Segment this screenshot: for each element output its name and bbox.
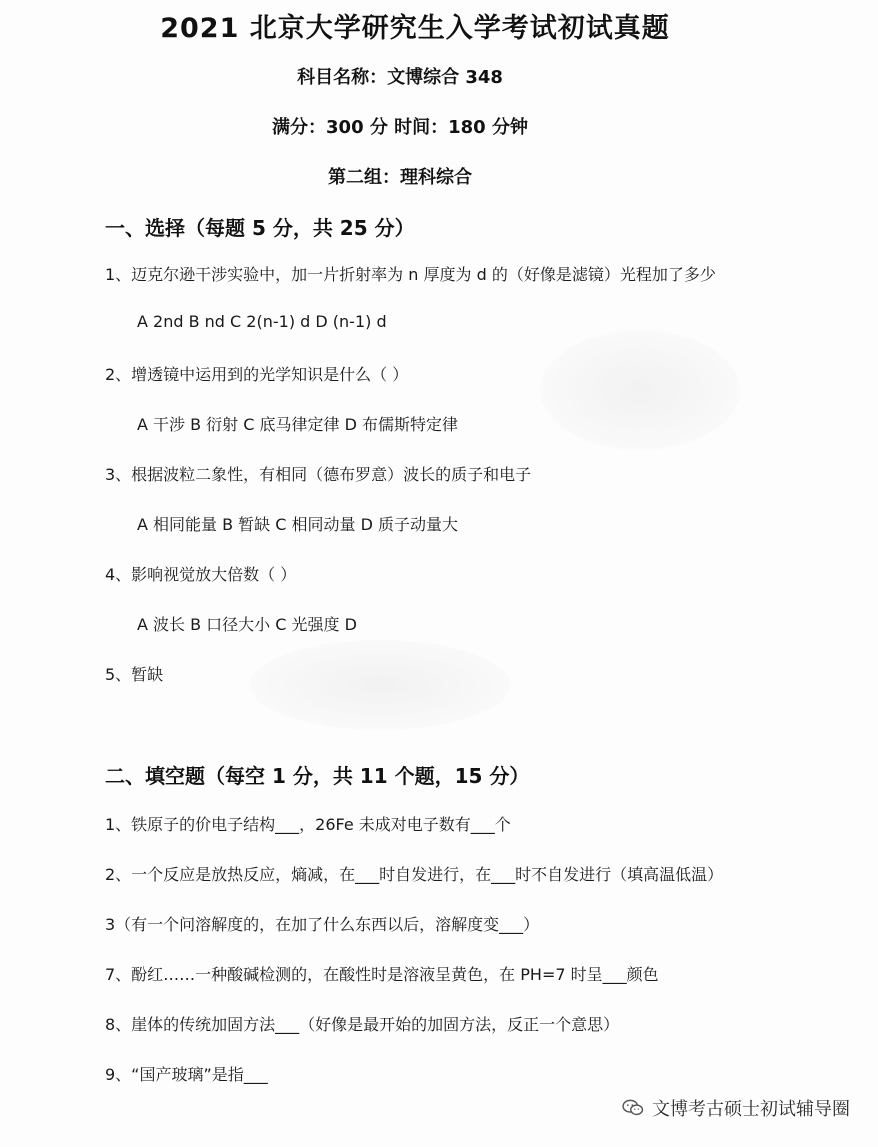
question-item: 9、“国产玻璃”是指___ (105, 1065, 268, 1084)
watermark (622, 1095, 850, 1121)
scan-smudge (250, 640, 510, 730)
section-heading-fill-blank: 二、填空题（每空 1 分，共 11 个题，15 分） (105, 764, 530, 788)
question-item: 5、暂缺 (105, 665, 164, 684)
exam-group: 第二组：理科综合 (328, 167, 472, 188)
question-options: A 2nd B nd C 2(n-1) d D (n-1) d (137, 312, 387, 331)
question-item: 8、崖体的传统加固方法___（好像是最开始的加固方法，反正一个意思） (105, 1015, 620, 1034)
question-item: 3、根据波粒二象性，有相同（德布罗意）波长的质子和电子 (105, 465, 532, 484)
section-heading-choice: 一、选择（每题 5 分，共 25 分） (105, 216, 415, 240)
watermark-text: 文博考古硕士初试辅导圈 (652, 1099, 850, 1120)
question-options: A 干涉 B 衍射 C 底马律定律 D 布儒斯特定律 (137, 415, 459, 434)
question-item: 2、一个反应是放热反应，熵减，在___时自发进行，在___时不自发进行（填高温低温） (105, 865, 724, 884)
exam-subject: 科目名称：文博综合 348 (297, 67, 503, 88)
scan-smudge (540, 330, 740, 450)
wechat-icon (622, 1099, 644, 1117)
question-item: 4、影响视觉放大倍数（ ） (105, 565, 297, 584)
question-item: 1、迈克尔逊干涉实验中，加一片折射率为 n 厚度为 d 的（好像是滤镜）光程加了多少 (105, 265, 716, 284)
exam-score-time: 满分：300 分 时间：180 分钟 (272, 117, 528, 138)
exam-title: 2021 北京大学研究生入学考试初试真题 (160, 13, 670, 44)
question-item: 2、增透镜中运用到的光学知识是什么（ ） (105, 365, 409, 384)
question-options: A 相同能量 B 暂缺 C 相同动量 D 质子动量大 (137, 515, 459, 534)
question-item: 3（有一个问溶解度的，在加了什么东西以后，溶解度变___） (105, 915, 540, 934)
question-item: 1、铁原子的价电子结构___，26Fe 未成对电子数有___个 (105, 815, 511, 834)
question-item: 7、酚红……一种酸碱检测的，在酸性时是溶液呈黄色，在 PH=7 时呈___颜色 (105, 965, 659, 984)
question-options: A 波长 B 口径大小 C 光强度 D (137, 615, 357, 634)
